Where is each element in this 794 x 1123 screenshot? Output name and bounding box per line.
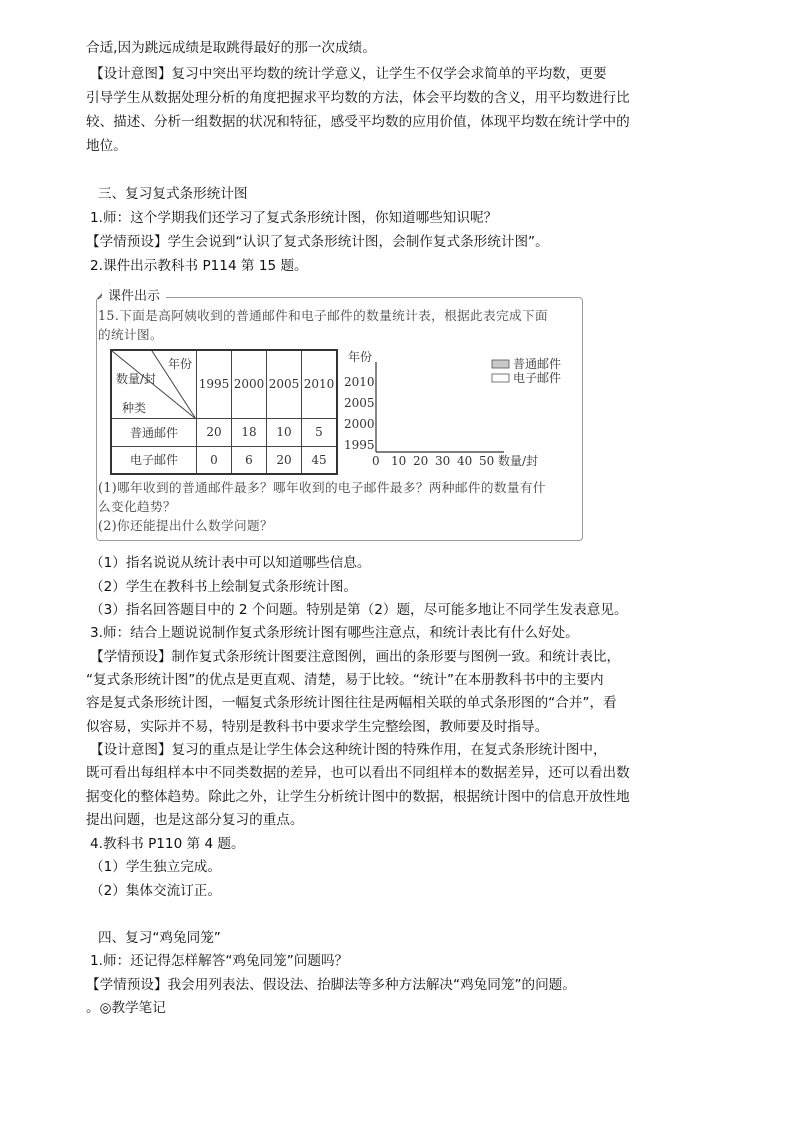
text-line: 【学情预设】学生会说到“认识了复式条形统计图，会制作复式条形统计图”。 [86, 234, 549, 250]
chart-y-tick: 1995 [344, 438, 375, 452]
chart-y-tick: 2010 [344, 375, 375, 389]
text-line: （3）指名回答题目中的 2 个问题。特别是第（2）题，尽可能多地让不同学生发表意见。 [90, 602, 628, 618]
chart-x-tick: 10 [391, 454, 407, 468]
table-cell: 20 [267, 446, 302, 474]
legend-swatch-regular [492, 360, 509, 368]
text-line: 1.师：这个学期我们还学习了复式条形统计图，你知道哪些知识呢？ [90, 210, 498, 226]
table-cell: 20 [197, 418, 232, 446]
chart-x-tick: 30 [435, 454, 451, 468]
text-line: 合适,因为跳远成绩是取跳得最好的那一次成绩。 [86, 40, 376, 56]
exercise-question: 么变化趋势？ [98, 499, 176, 514]
chart-x-tick: 40 [457, 454, 473, 468]
text-line: 4.教科书 P110 第 4 题。 [90, 836, 245, 852]
text-line: 3.师：结合上题说说制作复式条形统计图有哪些注意点，和统计表比有什么好处。 [90, 625, 579, 641]
text-line: （2）学生在教科书上绘制复式条形统计图。 [90, 579, 357, 595]
text-line: （2）集体交流订正。 [90, 883, 221, 899]
text-line: 提出问题，也是这部分复习的重点。 [86, 812, 304, 828]
table-cell: 6 [232, 446, 267, 474]
table-cell: 10 [267, 418, 302, 446]
section-heading: 三、复习复式条形统计图 [98, 186, 248, 202]
table-row [111, 446, 337, 474]
chart-x-title: 数量/封 [498, 454, 539, 468]
text-line: （1）指名说说从统计表中可以知道哪些信息。 [90, 555, 371, 571]
text-line: 【学情预设】我会用列表法、假设法、抬脚法等多种方法解决“鸡兔同笼”的问题。 [86, 977, 576, 993]
legend-label: 普通邮件 [513, 357, 562, 371]
text-line: 容是复式条形统计图，一幅复式条形统计图往往是两幅相关联的单式条形图的“合并”，看 [86, 695, 617, 711]
legend-swatch-email [492, 374, 509, 382]
chart-x-tick: 0 [372, 454, 380, 468]
corner-year-label: 年份 [168, 357, 193, 371]
table-cell: 45 [302, 446, 338, 474]
chart-y-title: 年份 [348, 350, 373, 364]
table-header-year: 2005 [267, 350, 302, 418]
exercise-text: 的统计图。 [98, 327, 163, 342]
row-label: 电子邮件 [111, 446, 197, 474]
text-line: 2.课件出示教科书 P114 第 15 题。 [90, 258, 308, 274]
corner-qty-label: 数量/封 [116, 372, 157, 386]
chart-x-tick: 50 [479, 454, 495, 468]
exercise-question: (2)你还能提出什么数学问题？ [98, 518, 273, 533]
text-line: 【学情预设】制作复式条形统计图要注意图例，画出的条形要与图例一致。和统计表比， [90, 649, 621, 665]
section-heading: 四、复习“鸡兔同笼” [98, 930, 221, 946]
table-cell: 0 [197, 446, 232, 474]
row-label: 普通邮件 [111, 418, 197, 446]
table-header-year: 2010 [302, 350, 338, 418]
chart-y-tick: 2000 [344, 417, 375, 431]
text-line: 引导学生从数据处理分析的角度把握求平均数的方法，体会平均数的含义，用平均数进行比 [86, 90, 630, 106]
teaching-notes: 。◎教学笔记 [86, 1000, 166, 1016]
text-line: 似容易，实际并不易，特别是教科书中要求学生完整绘图，教师要及时指导。 [86, 719, 549, 735]
text-line: （1）学生独立完成。 [90, 859, 221, 875]
legend-label: 电子邮件 [513, 371, 562, 385]
text-line: 较、描述、分析一组数据的状况和特征，感受平均数的应用价值，体现平均数在统计学中的 [86, 114, 630, 130]
text-line: 【设计意图】复习的重点是让学生体会这种统计图的特殊作用，在复式条形统计图中， [90, 742, 607, 758]
text-line: 既可看出每组样本中不同类数据的差异，也可以看出不同组样本的数据差异，还可以看出数 [86, 765, 630, 781]
text-line: 1.师：还记得怎样解答“鸡兔同笼”问题吗？ [90, 953, 349, 969]
table-header-year: 1995 [197, 350, 232, 418]
text-line: 【设计意图】复习中突出平均数的统计学意义，让学生不仅学会求简单的平均数，更要 [90, 66, 607, 82]
chart-y-tick: 2005 [344, 396, 375, 410]
data-table [110, 349, 338, 475]
table-header-year: 2000 [232, 350, 267, 418]
table-cell: 5 [302, 418, 338, 446]
text-line: 据变化的整体趋势。除此之外，让学生分析统计图中的数据，根据统计图中的信息开放性地 [86, 789, 630, 805]
table-cell: 18 [232, 418, 267, 446]
exercise-question: (1)哪年收到的普通邮件最多？哪年收到的电子邮件最多？两种邮件的数量有什 [98, 480, 546, 495]
corner-kind-label: 种类 [122, 401, 147, 415]
table-corner [111, 350, 197, 418]
empty-bar-chart [340, 346, 575, 468]
chart-x-tick: 20 [413, 454, 429, 468]
text-line: 地位。 [86, 138, 127, 154]
text-line: “复式条形统计图”的优点是更直观、清楚，易于比较。“统计”在本册教科书中的主要内 [86, 672, 604, 688]
exercise-text: 15.下面是高阿姨收到的普通邮件和电子邮件的数量统计表，根据此表完成下面 [98, 308, 549, 323]
table-row [111, 418, 337, 446]
exercise-tag: 课件出示 [102, 285, 166, 304]
